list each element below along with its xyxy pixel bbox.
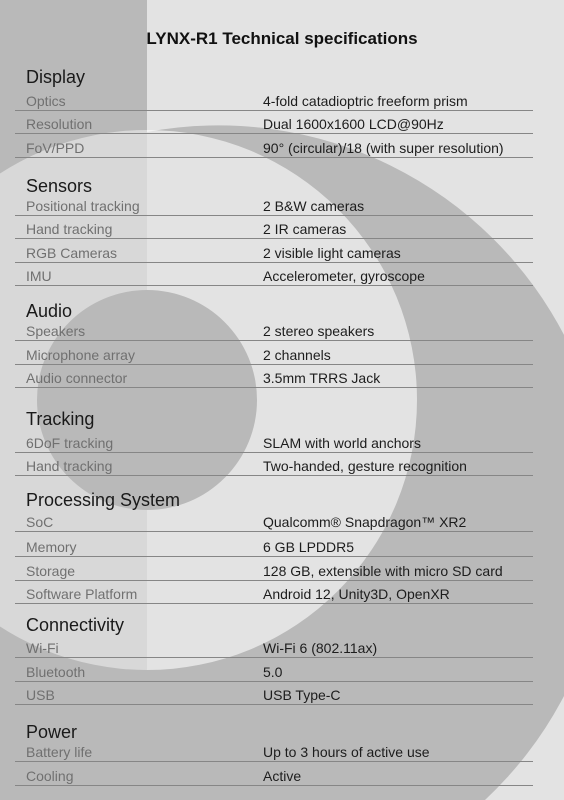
row-divider [15, 475, 533, 476]
spec-value: Accelerometer, gyroscope [263, 268, 425, 284]
row-divider [15, 531, 533, 532]
section-title: Tracking [26, 409, 95, 429]
row-divider [15, 580, 533, 581]
spec-label: SoC [26, 514, 54, 530]
spec-label: Audio connector [26, 370, 128, 386]
section-title: Connectivity [26, 615, 125, 635]
spec-value: Wi-Fi 6 (802.11ax) [263, 640, 378, 656]
spec-label: Speakers [26, 323, 86, 339]
spec-value: SLAM with world anchors [263, 435, 421, 451]
spec-label: Battery life [26, 744, 93, 760]
row-divider [15, 387, 533, 388]
spec-row [15, 559, 533, 581]
row-divider [15, 556, 533, 557]
row-divider [15, 110, 533, 111]
spec-value: 3.5mm TRRS Jack [263, 370, 381, 386]
spec-row [15, 343, 533, 365]
spec-row [15, 89, 533, 111]
spec-label: Hand tracking [26, 458, 113, 474]
row-divider [15, 262, 533, 263]
spec-row [15, 510, 533, 532]
spec-row [15, 366, 533, 388]
spec-value: Up to 3 hours of active use [263, 744, 430, 760]
spec-row [15, 582, 533, 604]
spec-value: 90° (circular)/18 (with super resolution) [263, 140, 504, 156]
page-title: LYNX-R1 Technical specifications [146, 29, 418, 48]
spec-label: Positional tracking [26, 198, 140, 214]
spec-label: Storage [26, 563, 76, 579]
row-divider [15, 681, 533, 682]
spec-value: 128 GB, extensible with micro SD card [263, 563, 503, 579]
row-divider [15, 133, 533, 134]
spec-row [15, 194, 533, 216]
spec-value: 6 GB LPDDR5 [263, 539, 355, 555]
spec-value: Active [263, 768, 302, 784]
row-divider [15, 285, 533, 286]
spec-row [15, 136, 533, 158]
section-title: Audio [26, 301, 73, 321]
section-title: Sensors [26, 176, 93, 196]
spec-row [15, 112, 533, 134]
spec-label: RGB Cameras [26, 245, 118, 261]
spec-row [15, 683, 533, 705]
row-divider [15, 238, 533, 239]
row-divider [15, 761, 533, 762]
spec-label: IMU [26, 268, 52, 284]
row-divider [15, 704, 533, 705]
spec-label: Bluetooth [26, 664, 86, 680]
spec-value: 2 visible light cameras [263, 245, 401, 261]
spec-label: FoV/PPD [26, 140, 85, 156]
row-divider [15, 157, 533, 158]
spec-value: 4-fold catadioptric freeform prism [263, 93, 468, 109]
spec-row [15, 431, 533, 453]
spec-value: 2 B&W cameras [263, 198, 365, 214]
row-divider [15, 452, 533, 453]
spec-row [15, 535, 533, 557]
spec-row [15, 740, 533, 762]
spec-value: 2 channels [263, 347, 331, 363]
spec-label: Hand tracking [26, 221, 113, 237]
spec-value: USB Type-C [263, 687, 341, 703]
spec-row [15, 217, 533, 239]
spec-row [15, 764, 533, 786]
spec-row [15, 319, 533, 341]
spec-value: 2 IR cameras [263, 221, 347, 237]
spec-value: Two-handed, gesture recognition [263, 458, 467, 474]
spec-label: Optics [26, 93, 66, 109]
spec-label: Memory [26, 539, 77, 555]
section-title: Power [26, 722, 78, 742]
spec-label: Resolution [26, 116, 93, 132]
spec-row [15, 454, 533, 476]
spec-label: 6DoF tracking [26, 435, 114, 451]
spec-value: Qualcomm® Snapdragon™ XR2 [263, 514, 467, 530]
spec-label: Software Platform [26, 586, 138, 602]
section-title: Processing System [26, 490, 181, 510]
row-divider [15, 657, 533, 658]
spec-value: Dual 1600x1600 LCD@90Hz [263, 116, 444, 132]
spec-row [15, 264, 533, 286]
spec-value: 5.0 [263, 664, 283, 680]
spec-row [15, 660, 533, 682]
spec-label: Wi-Fi [26, 640, 59, 656]
spec-row [15, 241, 533, 263]
spec-label: Cooling [26, 768, 74, 784]
section-title: Display [26, 67, 86, 87]
spec-value: Android 12, Unity3D, OpenXR [263, 586, 450, 602]
row-divider [15, 215, 533, 216]
spec-label: USB [26, 687, 55, 703]
spec-row [15, 636, 533, 658]
spec-value: 2 stereo speakers [263, 323, 375, 339]
row-divider [15, 364, 533, 365]
spec-label: Microphone array [26, 347, 135, 363]
row-divider [15, 340, 533, 341]
row-divider [15, 603, 533, 604]
row-divider [15, 785, 533, 786]
